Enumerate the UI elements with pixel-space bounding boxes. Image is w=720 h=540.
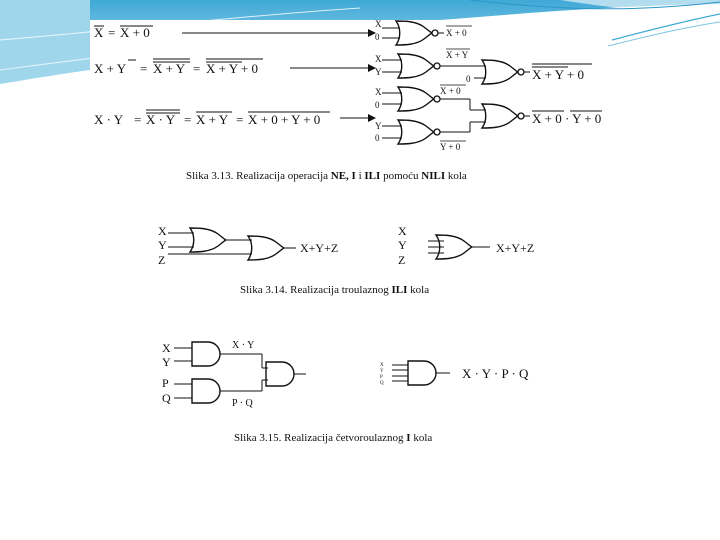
svg-text:=: = <box>134 112 142 127</box>
g2-in2: Y <box>375 67 382 77</box>
eq3-part2: X · Y <box>146 112 176 127</box>
fig315-mid-bottom: P · Q <box>232 398 253 409</box>
svg-text:=: = <box>108 25 116 40</box>
fig314-in-z: Z <box>158 253 166 267</box>
fig314-r-in-y: Y <box>398 238 407 252</box>
fig315-left-circuit <box>162 340 306 409</box>
fig315-right-circuit <box>380 361 529 386</box>
eq3-part3: X + Y <box>196 112 229 127</box>
g2b-out: X + Y + 0 <box>532 67 584 82</box>
g3-in2: 0 <box>375 100 380 110</box>
g1-in2: 0 <box>375 32 380 42</box>
g1-out: X + 0 <box>446 28 467 38</box>
fig314-right-out: X+Y+Z <box>496 241 535 255</box>
g4-mid: Y + 0 <box>440 142 461 152</box>
fig315-small-p: P <box>380 375 383 380</box>
svg-text:=: = <box>184 112 192 127</box>
fig314-in-x: X <box>158 224 167 238</box>
caption-fig-3-13 <box>186 170 467 182</box>
caption-314-text: Slika 3.14. Realizacija troulaznog <box>240 284 392 296</box>
svg-text:=: = <box>236 112 244 127</box>
fig315-in-x: X <box>162 341 171 355</box>
caption-313-mid2: pomoću <box>380 170 422 182</box>
fig314-left-circuit <box>158 224 338 267</box>
equation-not <box>94 25 153 40</box>
eq1-rhs: X + 0 <box>120 25 150 40</box>
nor-gate-not <box>375 19 472 45</box>
caption-315-post: kola <box>410 432 433 444</box>
g1-in1: X <box>375 19 382 29</box>
caption-313-post: kola <box>445 170 467 182</box>
caption-313-bold2: ILI <box>364 170 381 182</box>
g4-in2: 0 <box>375 133 380 143</box>
caption-315-bold: I <box>406 432 411 444</box>
caption-315-text: Slika 3.15. Realizacija četvoroulaznog <box>234 432 407 444</box>
svg-text:=: = <box>193 61 201 76</box>
caption-fig-3-15 <box>234 432 432 444</box>
eq2-part2: X + Y <box>153 61 186 76</box>
fig315-in-q: Q <box>162 391 171 405</box>
caption-313-bold1: NE, I <box>330 170 356 182</box>
g2-out: X + Y <box>446 50 469 60</box>
fig314-right-circuit <box>398 224 534 267</box>
eq1-lhs: X <box>94 25 104 40</box>
nor-gates-and <box>375 85 602 152</box>
g2-in1: X <box>375 54 382 64</box>
eq3-part1: X · Y <box>94 112 124 127</box>
g3-mid: X + 0 <box>440 86 461 96</box>
caption-314-bold: ILI <box>391 284 408 296</box>
caption-314-post: kola <box>407 284 430 296</box>
eq3-part4: X + 0 + Y + 0 <box>248 112 321 127</box>
svg-text:=: = <box>140 61 148 76</box>
nor-gate-or-first <box>375 49 592 84</box>
fig314-r-in-x: X <box>398 224 407 238</box>
fig315-small-q: Q <box>380 381 384 386</box>
fig314-left-out: X+Y+Z <box>300 241 339 255</box>
equation-or <box>94 59 263 76</box>
eq2-part1: X + Y <box>94 61 127 76</box>
fig315-small-y: Y <box>380 369 384 374</box>
caption-313-bold3: NILI <box>421 170 446 182</box>
fig315-small-x: X <box>380 363 384 368</box>
fig314-r-in-z: Z <box>398 253 406 267</box>
caption-313-text: Slika 3.13. Realizacija operacija <box>186 170 331 182</box>
fig315-in-y: Y <box>162 355 171 369</box>
caption-313-mid1: i <box>355 170 365 182</box>
g3-in1: X <box>375 87 382 97</box>
caption-fig-3-14 <box>240 284 429 296</box>
g5-out: X + 0 · Y + 0 <box>532 111 602 126</box>
eq2-part3: X + Y + 0 <box>206 61 258 76</box>
equation-and <box>94 110 330 127</box>
g4-in1: Y <box>375 121 382 131</box>
g2b-in2: 0 <box>466 74 471 84</box>
fig315-in-p: P <box>162 376 169 390</box>
fig314-in-y: Y <box>158 238 167 252</box>
fig315-mid-top: X · Y <box>232 340 255 351</box>
fig315-out: X · Y · P · Q <box>462 366 529 381</box>
